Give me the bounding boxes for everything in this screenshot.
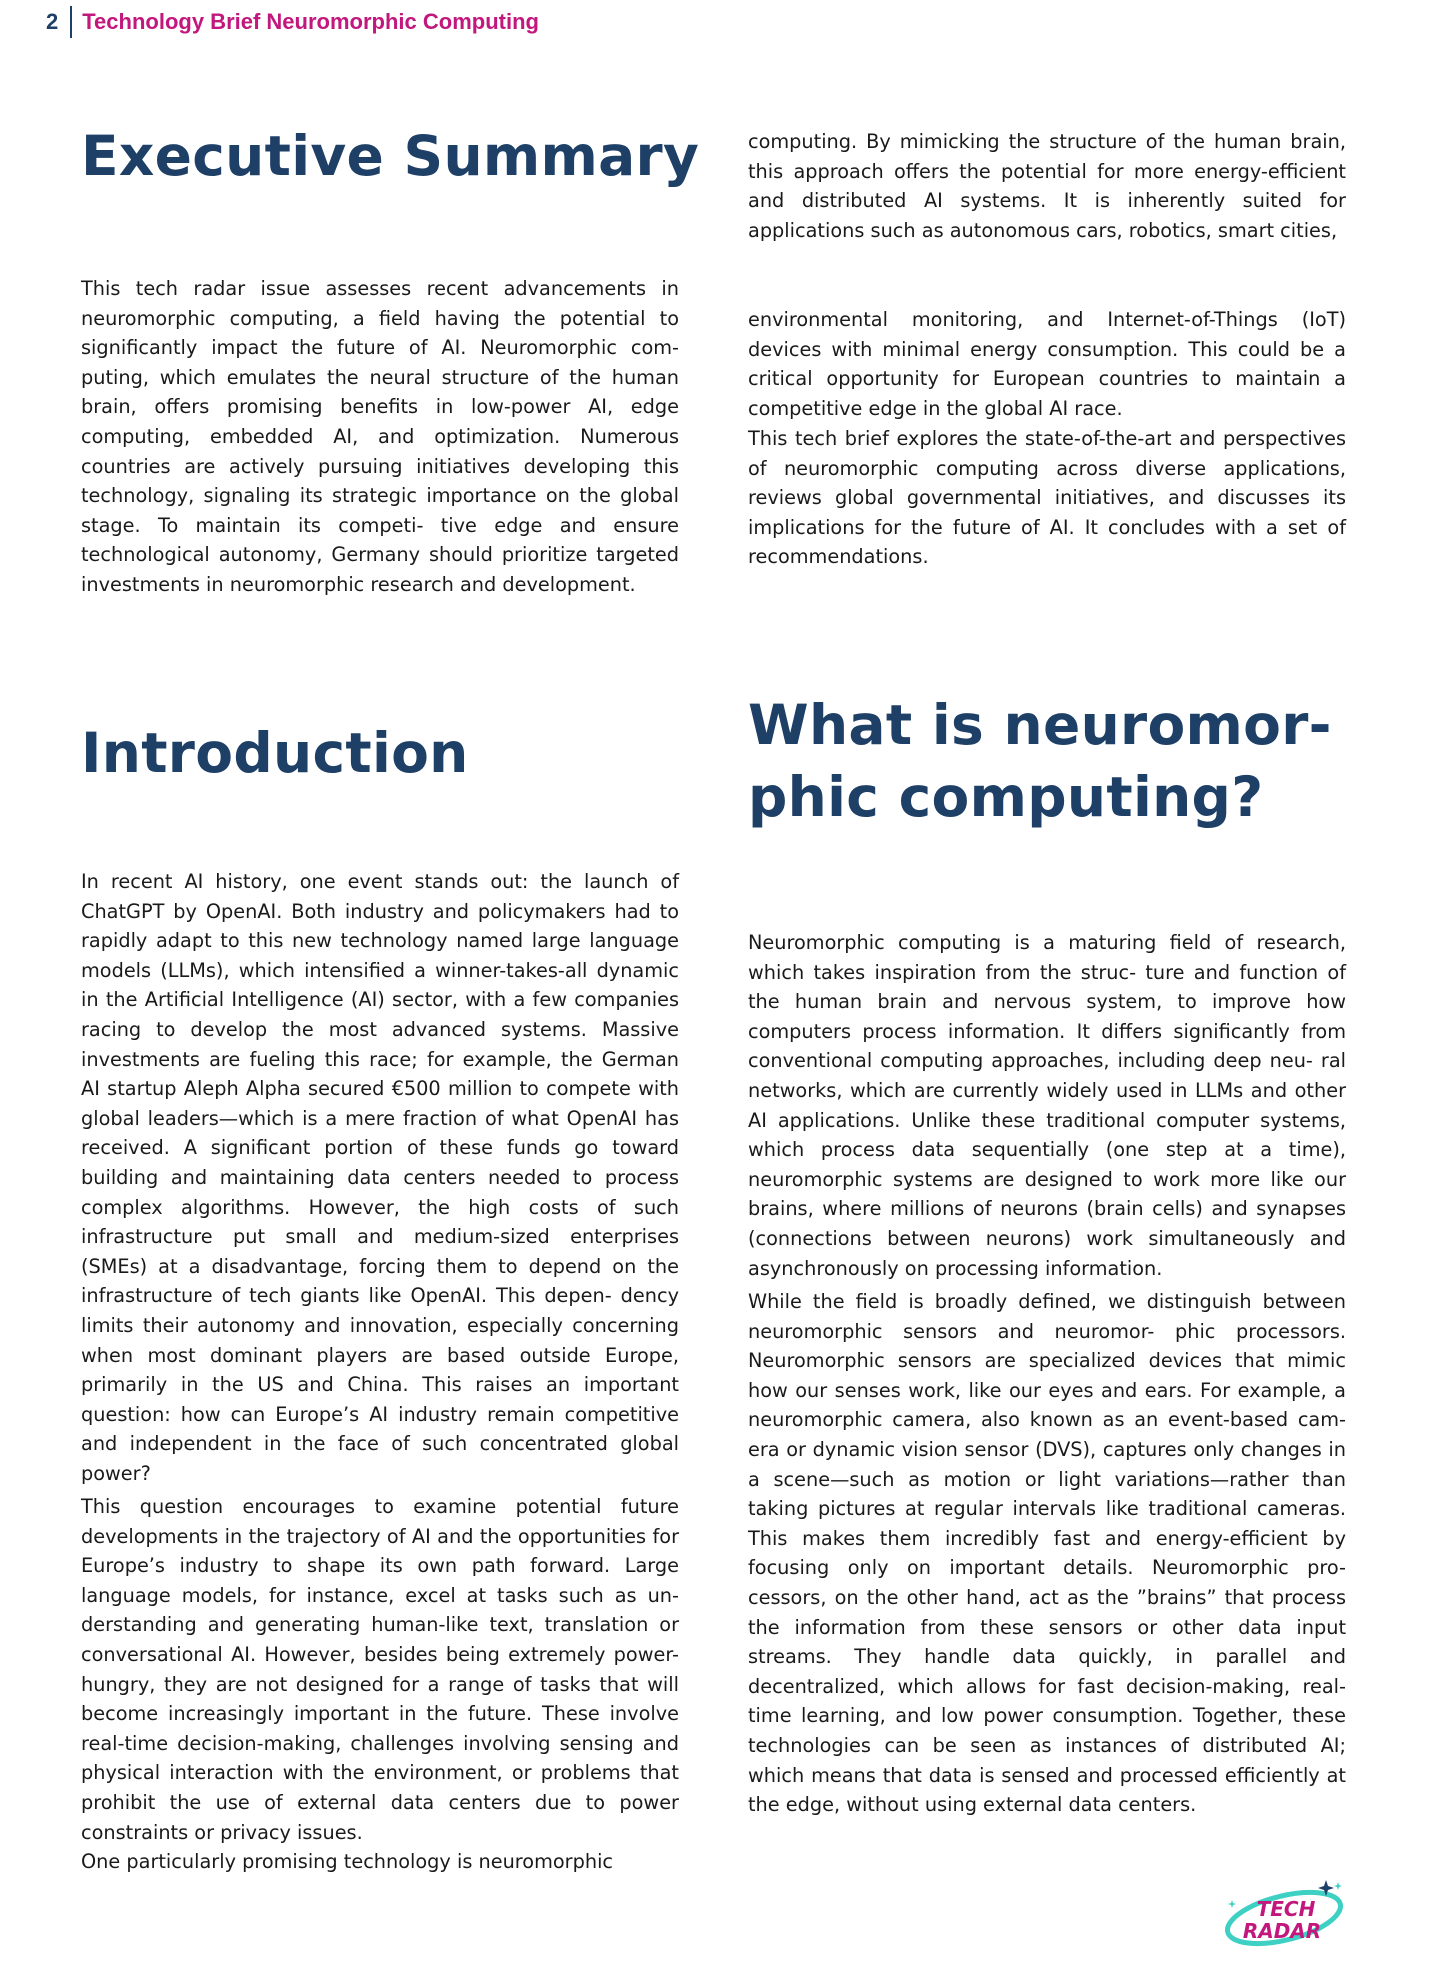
running-header bbox=[46, 6, 539, 38]
header-divider bbox=[70, 6, 72, 38]
introduction-paragraph-6: This tech brief explores the state-of-the-art and perspectives of neuromorphic computing across diverse applications, reviews global governmental initiatives, and discusses its implications for the future of AI. It concludes with a set of recommendations. bbox=[748, 427, 1346, 569]
introduction-paragraph-3: One particularly promising technology is neuromorphic bbox=[81, 1850, 614, 1873]
introduction-heading: Introduction bbox=[81, 721, 469, 785]
introduction-paragraph-4: computing. By mimicking the structure of the human brain, this approach offers the potential for more energy-efficient and distributed AI systems. It is inherently suited for applications such as autonomous cars, robotics, smart cities, bbox=[748, 130, 1346, 242]
header-title: Technology Brief Neuromorphic Computing bbox=[82, 9, 539, 34]
page-number: 2 bbox=[46, 9, 59, 34]
star-icon-small bbox=[1334, 1882, 1342, 1890]
star-icon-left bbox=[1228, 1900, 1236, 1908]
executive-summary-heading: Executive Summary bbox=[81, 124, 700, 188]
what-is-paragraph-1: Neuromorphic computing is a maturing field of research, which takes inspiration from the struc- ture and function of the human brain and nervous system, to improve how computers process information. It differs significantly from conventional computing approaches, including deep neu- ral networks, which are currently widely used in LLMs and other AI applications. Unlike these traditional computer systems, which process data sequentially (one step at a time), neuromorphic systems are designed to work more like our brains, where millions of neurons (brain cells) and synapses (connections between neurons) work simultaneously and asynchronously on processing information. bbox=[748, 931, 1346, 1280]
what-is-paragraph-2: While the field is broadly defined, we distinguish between neuromorphic sensors and neuromor- phic processors. Neuromorphic sensors are specialized devices that mimic how our senses work, like our eyes and ears. For example, a neuromorphic camera, also known as an event-based cam- era or dynamic vision sensor (DVS), captures only changes in a scene—such as motion or light variations—rather than taking pictures at regular intervals like traditional cameras. This makes them incredibly fast and energy-efficient by focusing only on important details. Neuromorphic pro- cessors, on the other hand, act as the ”brains” that process the information from these sensors or other data input streams. They handle data quickly, in parallel and decentralized, which allows for fast decision-making, real-time learning, and low power consumption. Together, these technologies can be seen as instances of distributed AI; which means that data is sensed and processed efficiently at the edge, without using external data centers. bbox=[748, 1290, 1346, 1817]
what-is-neuromorphic-heading: What is neuromorphic computing? bbox=[748, 693, 1332, 829]
executive-summary-body: This tech radar issue assesses recent advancements in neuromorphic computing, a field having the potential to significantly impact the future of AI. Neuromorphic computing, which emulates the neural structure of the human brain, offers promising benefits in low-power AI, edge computing, embedded AI, and optimization. Numerous countries are actively pursuing initiatives developing this technology, signaling its strategic importance on the global stage. To maintain its competi- tive edge and ensure technological autonomy, Germany should prioritize targeted investments in neuromorphic research and development. bbox=[81, 277, 679, 596]
logo-text-radar: RADAR bbox=[1242, 1919, 1322, 1943]
introduction-paragraph-1: In recent AI history, one event stands out: the launch of ChatGPT by OpenAI. Both industry and policymakers had to rapidly adapt to this new technology named large language models (LLMs), which intensified a winner-takes-all dynamic in the Artificial Intelligence (AI) sector, with a few companies racing to develop the most advanced systems. Massive investments are fueling this race; for example, the German AI startup Aleph Alpha secured €500 million to compete with global leaders—which is a mere fraction of what OpenAI has received. A significant portion of these funds go toward building and maintaining data centers needed to process complex algorithms. However, the high costs of such infrastructure put small and medium-sized enterprises (SMEs) at a disadvantage, forcing them to depend on the infrastructure of tech giants like OpenAI. This depen- dency limits their autonomy and innovation, especially concerning when most dominant players are based outside Europe, primarily in the US and China. This raises an important question: how can Europe’s AI industry remain competitive and independent in the face of such concentrated global power? bbox=[81, 870, 679, 1485]
logo-text-tech: TECH bbox=[1256, 1897, 1316, 1921]
tech-radar-logo bbox=[1222, 1876, 1352, 1948]
introduction-paragraph-5: environmental monitoring, and Internet-of-Things (IoT) devices with minimal energy consumption. This could be a critical opportunity for European countries to maintain a competitive edge in the global AI race. bbox=[748, 308, 1346, 420]
introduction-paragraph-2: This question encourages to examine potential future developments in the trajectory of AI and the opportunities for Europe’s industry to shape its own path forward. Large language models, for instance, excel at tasks such as understanding and generating human-like text, translation or conversational AI. However, besides being extremely power-hungry, they are not designed for a range of tasks that will become increasingly important in the future. These involve real-time decision-making, challenges involving sensing and physical interaction with the environment, or problems that prohibit the use of external data centers due to power constraints or privacy issues. bbox=[81, 1495, 679, 1844]
